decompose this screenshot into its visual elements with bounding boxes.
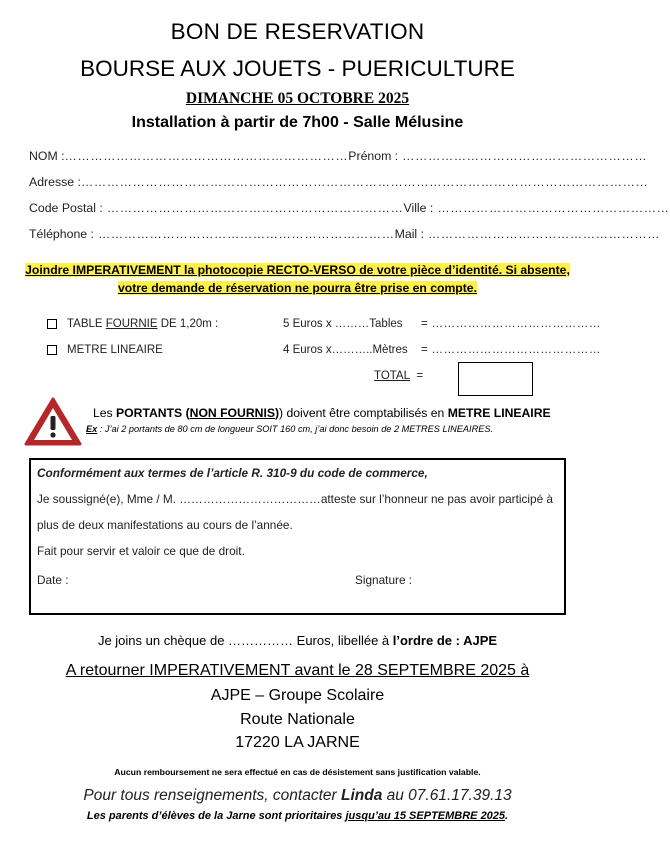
cp-label: Code Postal : <box>29 201 103 215</box>
table-option[interactable]: TABLE FOURNIE DE 1,20m : <box>47 318 218 330</box>
cp-field: Code Postal : ……………………………………………………………Ville : ……………………………………………… <box>29 201 670 215</box>
metre-checkbox[interactable] <box>47 345 57 355</box>
table-equals: = …………………………………… <box>421 318 601 330</box>
nom-label: NOM : <box>29 149 65 163</box>
metre-price: 4 Euros x………..Mètres <box>283 344 408 356</box>
installation-info: Installation à partir de 7h00 - Salle Mélusine <box>131 114 464 131</box>
portants-example: Ex : J’ai 2 portants de 80 cm de longueur SOIT 160 cm, j’ai donc besoin de 2 METRES LINEAIRES. <box>86 424 494 434</box>
address-line3: 17220 LA JARNE <box>235 734 360 751</box>
address-line1: AJPE – Groupe Scolaire <box>210 687 385 704</box>
attestation-line1: Je soussigné(e), Mme / M. ………………………………atteste sur l’honneur ne pas avoir participé à <box>37 492 553 506</box>
adresse-field: Adresse :…………………………………………………………………………………………………………………… <box>29 175 649 189</box>
cheque-line: Je joins un chèque de …………… Euros, libellée à l’ordre de : AJPE <box>97 633 498 648</box>
address-line2: Route Nationale <box>240 711 355 728</box>
table-checkbox[interactable] <box>47 319 57 329</box>
contact-info: Pour tous renseignements, contacter Linda au 07.61.17.39.13 <box>83 787 512 804</box>
attestation-line2: plus de deux manifestations au cours de l’année. <box>37 518 293 532</box>
refund-notice: Aucun remboursement ne sera effectué en cas de désistement sans justification valable. <box>114 767 481 777</box>
ville-label: Ville : <box>403 201 434 215</box>
prenom-label: Prénom : <box>348 149 399 163</box>
metre-equals: = …………………………………… <box>421 344 601 356</box>
tel-label: Téléphone : <box>29 227 94 241</box>
mail-label: Mail : <box>394 227 424 241</box>
return-deadline: A retourner IMPERATIVEMENT avant le 28 SEPTEMBRE 2025 à <box>65 662 530 679</box>
tel-field: Téléphone : ……………………………………………………………Mail : ……………………………………………… <box>29 227 661 241</box>
priority-notice: Les parents d’élèves de la Jarne sont prioritaires jusqu’au 15 SEPTEMBRE 2025. <box>86 810 509 822</box>
portants-note: Les PORTANTS (NON FOURNIS)) doivent être comptabilisés en METRE LINEAIRE <box>93 406 551 420</box>
nom-field: NOM :…………………………………………………………Prénom : ………………………………………………… <box>29 149 648 163</box>
attestation-line3: Fait pour servir et valoir ce que de droit. <box>37 544 245 558</box>
attestation-intro: Conformément aux termes de l’article R. 310-9 du code de commerce, <box>37 466 428 480</box>
warning-icon <box>23 396 83 448</box>
metre-option[interactable]: METRE LINEAIRE <box>47 344 163 356</box>
total-label: TOTAL = <box>374 370 424 382</box>
attestation-box <box>29 458 566 615</box>
attestation-signature: Signature : <box>355 573 413 587</box>
id-notice-line2: votre demande de réservation ne pourra être prise en compte. <box>118 281 477 295</box>
attestation-date: Date : <box>37 573 69 587</box>
adresse-label: Adresse : <box>29 175 81 189</box>
event-date: DIMANCHE 05 OCTOBRE 2025 <box>185 90 410 107</box>
document-subtitle: BOURSE AUX JOUETS - PUERICULTURE <box>80 56 515 81</box>
id-notice-line1: Joindre IMPERATIVEMENT la photocopie RECTO-VERSO de votre pièce d’identité. Si absente, <box>25 263 570 277</box>
document-title: BON DE RESERVATION <box>170 19 425 44</box>
total-box[interactable] <box>458 362 533 396</box>
table-price: 5 Euros x ………Tables <box>283 318 403 330</box>
